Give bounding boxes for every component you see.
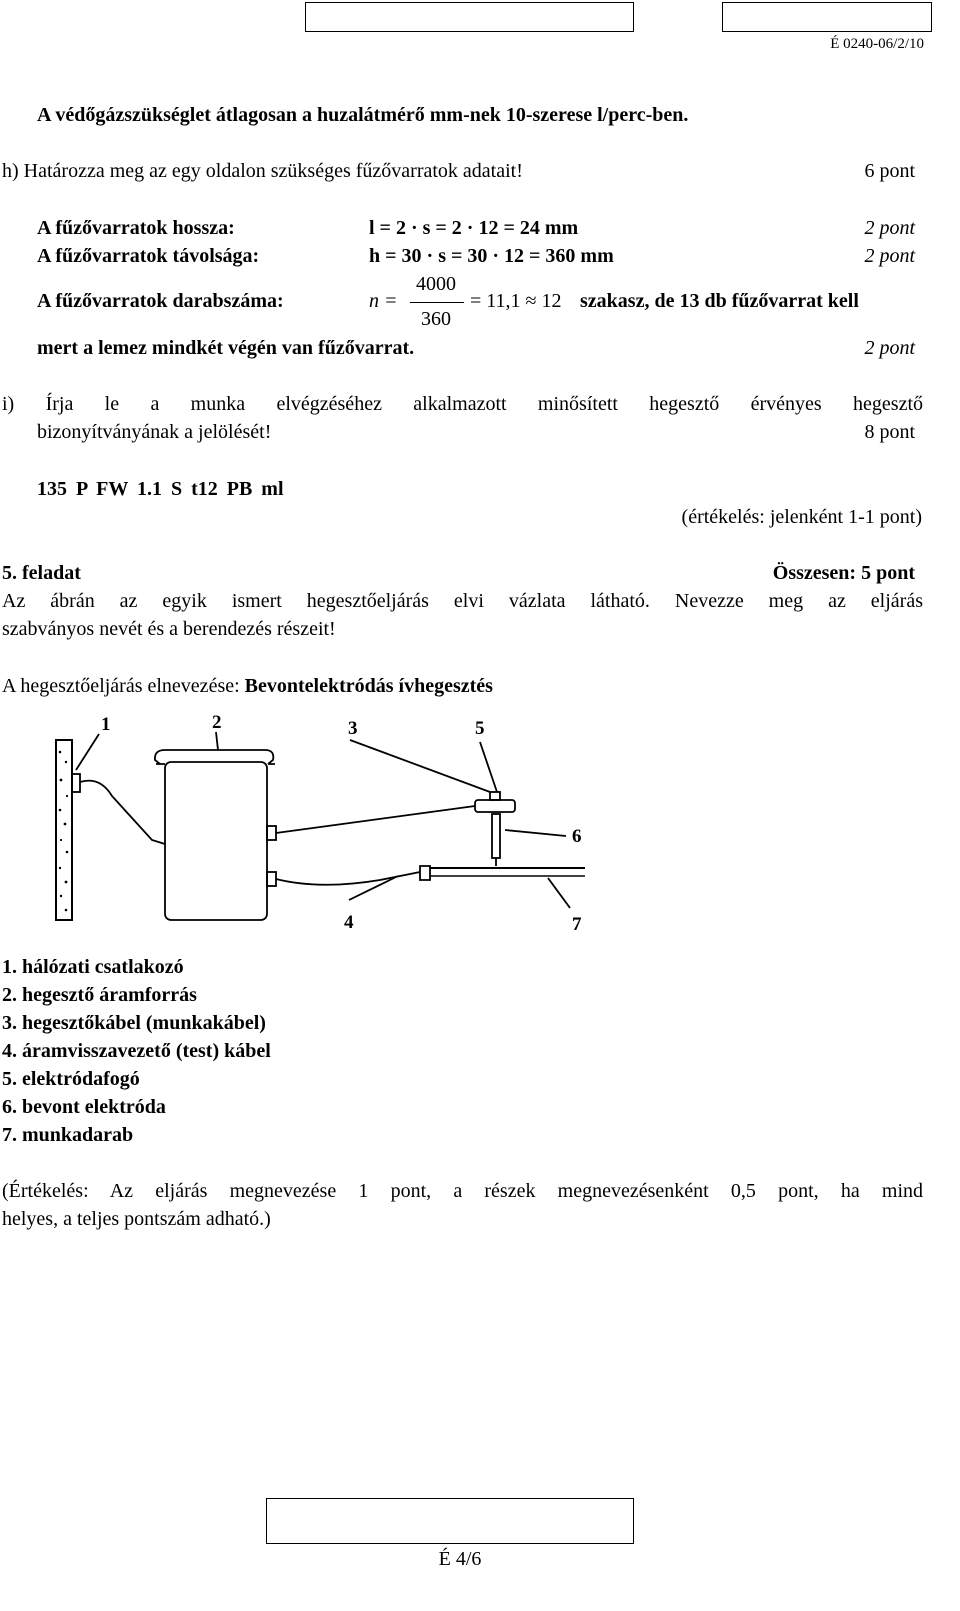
count-denominator: 360 — [421, 308, 451, 330]
length-label: A fűzővarratok hossza: — [37, 217, 235, 239]
spacing-points: 2 pont — [864, 245, 915, 267]
power-source — [165, 762, 267, 920]
certificate-answer: 135 P FW 1.1 S t12 PB ml — [37, 478, 284, 500]
count-numerator: 4000 — [416, 273, 456, 295]
welding-diagram — [0, 700, 700, 945]
count-points: 2 pont — [864, 337, 915, 359]
part-item: 2. hegesztő áramforrás — [2, 984, 197, 1006]
part-item: 6. bevont elektróda — [2, 1096, 166, 1118]
task5-scoring-line1: (Értékelés: Az eljárás megnevezése 1 pont, a részek megnevezésenként 0,5 pont, ha mind — [2, 1180, 923, 1202]
mains-cable — [80, 781, 165, 844]
task5-desc-line2: szabványos nevét és a berendezés részeit! — [2, 618, 336, 640]
diagram-label-4: 4 — [344, 912, 354, 933]
terminal-bottom — [267, 872, 276, 886]
holder-handle — [490, 792, 500, 800]
task5-total: Összesen: 5 pont — [772, 562, 915, 584]
diagram-label-3: 3 — [348, 718, 358, 739]
count-text: szakasz, de 13 db fűzővarrat kell — [580, 290, 859, 312]
part-item: 1. hálózati csatlakozó — [2, 956, 184, 978]
header-box-right — [722, 2, 932, 32]
wall — [56, 740, 72, 920]
diagram-label-5: 5 — [475, 718, 485, 739]
document-code: É 0240-06/2/10 — [830, 36, 924, 52]
workpiece — [420, 866, 430, 880]
diagram-label-7: 7 — [572, 914, 582, 935]
diagram-label-1: 1 — [101, 714, 111, 735]
task-i-scoring: (értékelés: jelenként 1-1 pont) — [681, 506, 922, 528]
process-name: Bevontelektródás ívhegesztés — [244, 675, 493, 697]
task5-scoring-line2: helyes, a teljes pontszám adható.) — [2, 1208, 271, 1230]
spacing-formula: h = 30 · s = 30 · 12 = 360 mm — [369, 245, 614, 267]
task-i-points: 8 pont — [864, 421, 915, 443]
work-cable — [276, 806, 475, 833]
coated-electrode — [492, 814, 500, 858]
task5-title: 5. feladat — [2, 562, 81, 584]
diagram-label-6: 6 — [572, 826, 582, 847]
part-item: 4. áramvisszavezető (test) kábel — [2, 1040, 271, 1062]
wall-hatch — [59, 751, 69, 912]
length-points: 2 pont — [864, 217, 915, 239]
spacing-label: A fűzővarratok távolsága: — [37, 245, 260, 267]
return-cable — [276, 872, 420, 885]
header-box-left — [305, 2, 634, 32]
count-continuation: mert a lemez mindkét végén van fűzővarrat. — [37, 337, 415, 359]
fraction-line — [410, 302, 464, 303]
gas-note: A védőgázszükséglet átlagosan a huzalátmérő mm-nek 10-szerese l/perc-ben. — [37, 104, 689, 126]
length-formula: l = 2 · s = 2 · 12 = 24 mm — [369, 217, 579, 239]
part-item: 3. hegesztőkábel (munkakábel) — [2, 1012, 266, 1034]
task-h-points: 6 pont — [864, 160, 915, 182]
electrode-holder — [475, 800, 515, 812]
task-i-question-line1: i) Írja le a munka elvégzéséhez alkalmazott minősített hegesztő érvényes hegesztő — [2, 393, 923, 415]
part-item: 7. munkadarab — [2, 1124, 134, 1146]
task-i-question-line2: bizonyítványának a jelölését! — [37, 421, 272, 443]
count-n: n = — [369, 290, 398, 312]
process-label — [2, 675, 493, 698]
footer-box — [266, 1498, 634, 1544]
count-label: A fűzővarratok darabszáma: — [37, 290, 284, 312]
diagram-label-2: 2 — [212, 712, 222, 733]
task5-desc-line1: Az ábrán az egyik ismert hegesztőeljárás elvi vázlata látható. Nevezze meg az eljárás — [2, 590, 923, 612]
plug — [72, 774, 80, 792]
part-item: 5. elektródafogó — [2, 1068, 140, 1090]
process-label-text: A hegesztőeljárás elnevezése: — [2, 675, 240, 697]
page-number: É 4/6 — [438, 1548, 482, 1570]
task-h-question: h) Határozza meg az egy oldalon szükséges fűzővarratok adatait! — [2, 160, 523, 182]
terminal-top — [267, 826, 276, 840]
count-result: = 11,1 ≈ 12 — [470, 290, 562, 312]
